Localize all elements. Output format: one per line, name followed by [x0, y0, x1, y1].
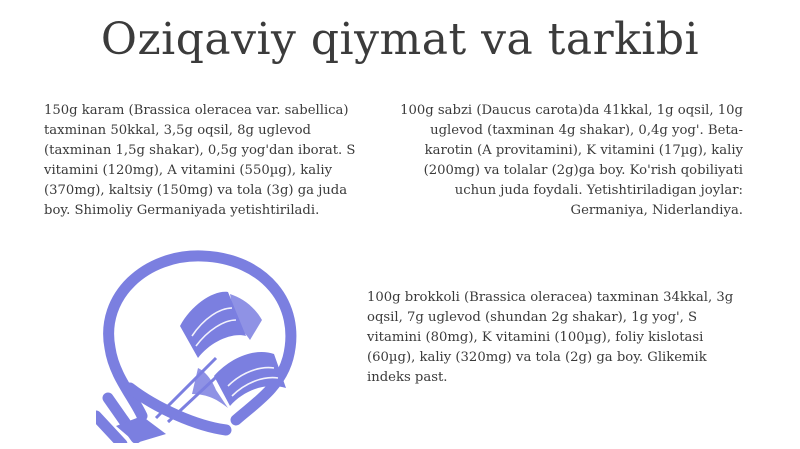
cabbage-nutrition-text: 150g karam (Brassica oleracea var. sabellica) taxminan 50kkal, 3,5g oqsil, 8g uglevod (taxminan 1,5g shakar), 0,5g yog'dan iborat. S vitamini (120mg), A vitamini (550µg), kaliy (370mg), kaltsiy (150mg) va tola (3g) ga juda boy. Shimoliy Germaniyada yetishtiriladi.	[44, 103, 356, 218]
carrot-nutrition-text: 100g sabzi (Daucus carota)da 41kkal, 1g oqsil, 10g uglevod (taxminan 4g shakar), 0,4g yog'. Beta-karotin (A provitamini), K vitamini (17µg), kaliy (200mg) va tolalar (2g)ga boy. Ko'rish qobiliyati uchun juda foydali. Yetishtiriladigan joylar: Germaniya, Niderlandiya.	[400, 103, 743, 218]
page-title: Oziqaviy qiymat va tarkibi	[100, 14, 700, 65]
lightbulb-book-icon	[96, 248, 316, 447]
broccoli-nutrition-text: 100g brokkoli (Brassica oleracea) taxminan 34kkal, 3g oqsil, 7g uglevod (shundan 2g shakar), 1g yog', S vitamini (80mg), K vitamini (100µg), foliy kislotasi (60µg), kaliy (320mg) va tola (2g) ga boy. Glikemik indeks past.	[367, 290, 734, 385]
